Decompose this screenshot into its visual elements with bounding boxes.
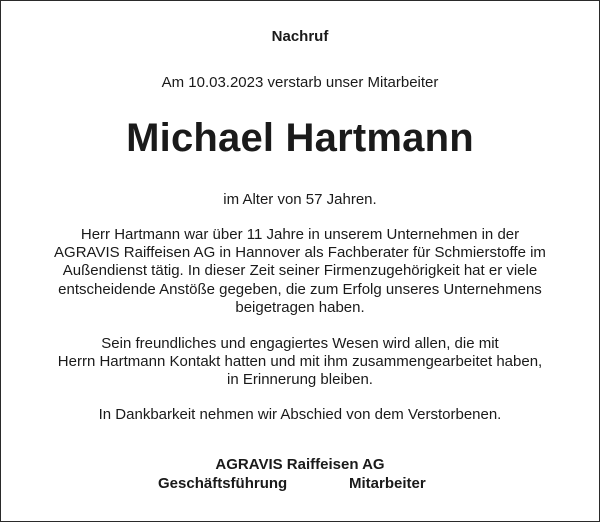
company-name: AGRAVIS Raiffeisen AG <box>215 456 385 473</box>
tribute-paragraph-career <box>0 226 600 317</box>
text-line: entscheidende Anstöße gegeben, die zum Erfolg unseres Unternehmens <box>58 280 542 298</box>
death-announcement-intro: Am 10.03.2023 verstarb unser Mitarbeiter <box>161 74 439 91</box>
notice-heading: Nachruf <box>271 28 329 45</box>
text-line: Außendienst tätig. In dieser Zeit seiner Firmenzugehörigkeit hat er viele <box>62 262 538 280</box>
text-line: Herr Hartmann war über 11 Jahre in unserem Unternehmen in der <box>80 226 520 243</box>
text-line: Herrn Hartmann Kontakt hatten und mit ihm zusammengearbeitet haben, <box>57 353 543 371</box>
tribute-paragraph-remembrance <box>0 335 600 390</box>
text-line: beigetragen haben. <box>235 298 365 316</box>
signer-employees: Mitarbeiter <box>349 475 426 492</box>
text-line: Sein freundliches und engagiertes Wesen wird allen, die mit <box>101 335 499 352</box>
tribute-paragraph-farewell: In Dankbarkeit nehmen wir Abschied von dem Verstorbenen. <box>98 406 502 423</box>
text-line: in Erinnerung bleiben. <box>227 371 373 389</box>
signer-management: Geschäftsführung <box>158 475 288 492</box>
age-line: im Alter von 57 Jahren. <box>223 191 377 208</box>
text-line: AGRAVIS Raiffeisen AG in Hannover als Fachberater für Schmierstoffe im <box>54 244 546 262</box>
deceased-name: Michael Hartmann <box>126 116 474 160</box>
